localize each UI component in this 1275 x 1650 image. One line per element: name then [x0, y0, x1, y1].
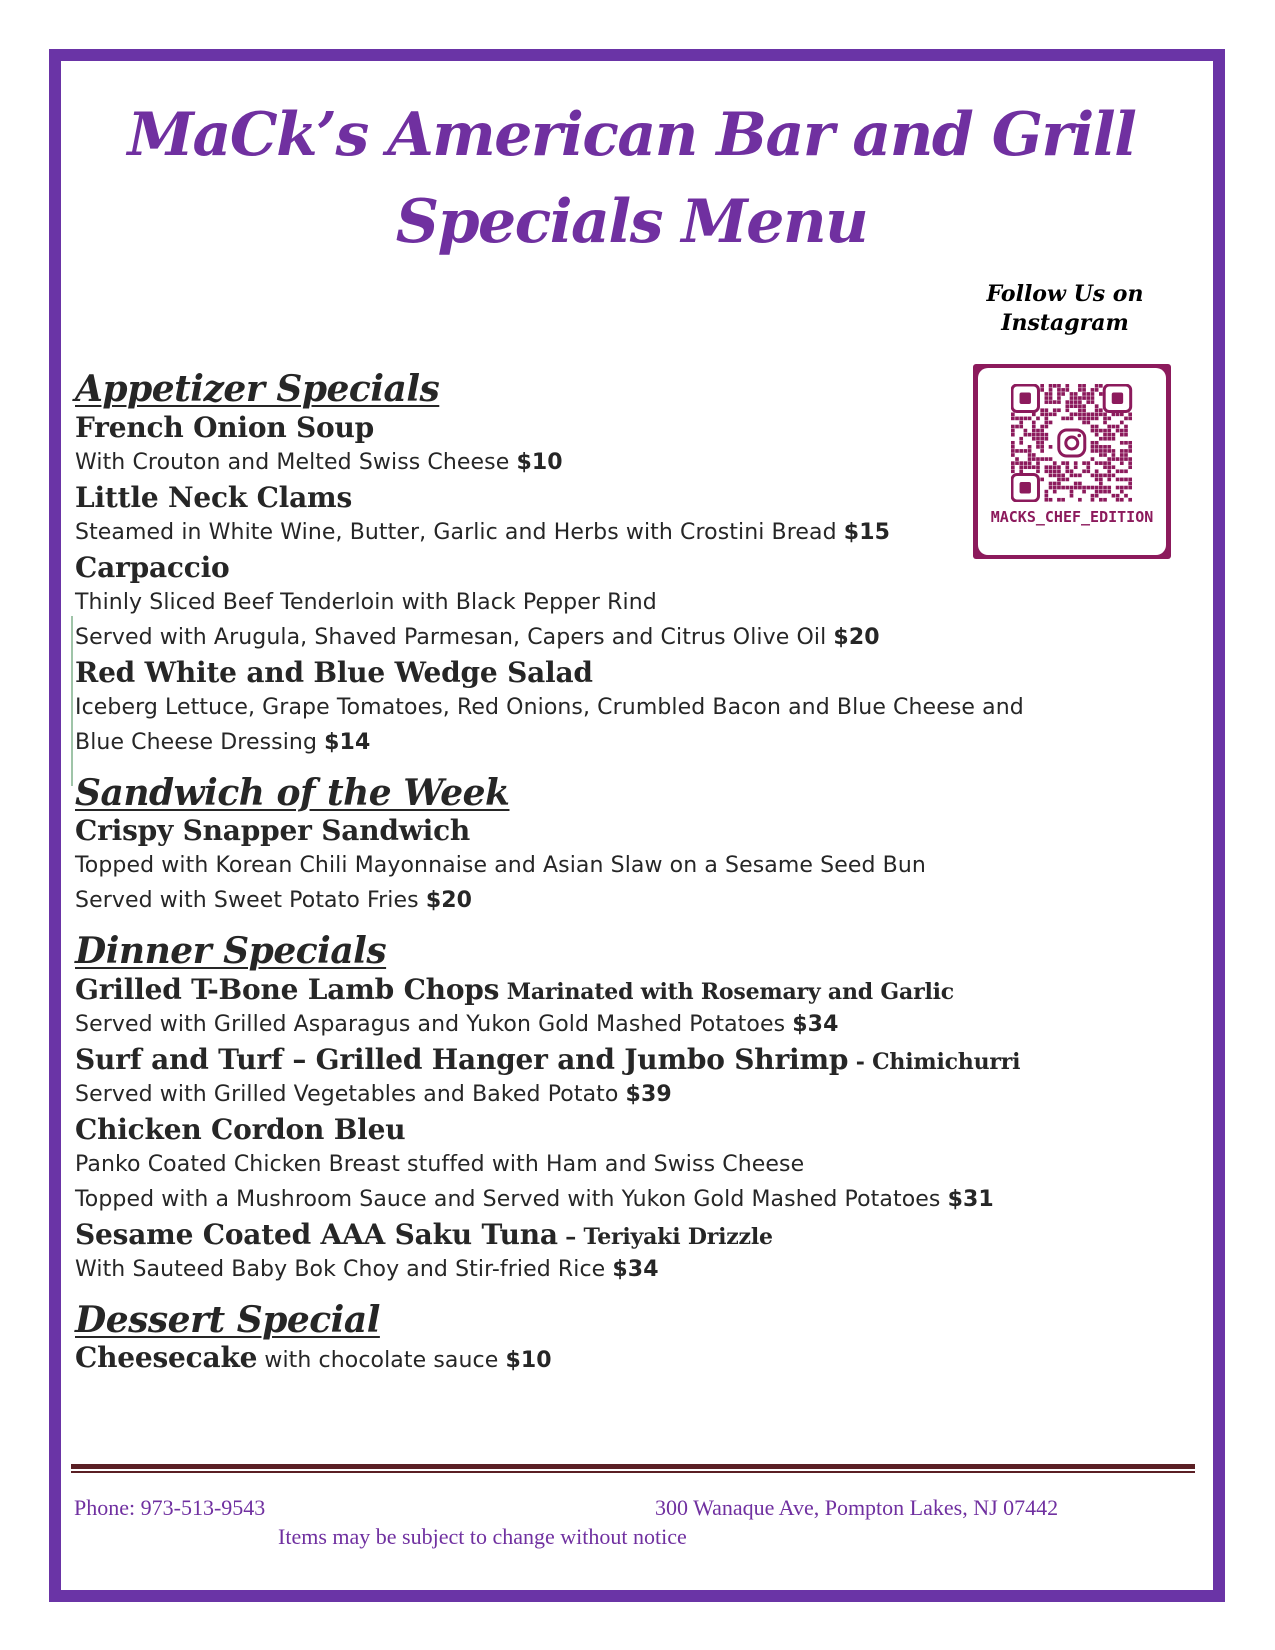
- item-price: $20: [833, 624, 880, 650]
- restaurant-title: MaCk’s American Bar and Grill: [127, 100, 1136, 170]
- item-description: Blue Cheese Dressing $14: [75, 729, 371, 755]
- sandwich-section: [75, 771, 1185, 919]
- item-sauce: Marinated with Rosemary and Garlic: [499, 978, 954, 1005]
- menu-item: [75, 1112, 1185, 1217]
- item-price: $31: [947, 1186, 994, 1212]
- follow-line-2: Instagram: [1001, 310, 1129, 336]
- item-price: $34: [612, 1256, 659, 1282]
- item-price: $10: [505, 1348, 552, 1374]
- item-description: Topped with Korean Chili Mayonnaise and Asian Slaw on a Sesame Seed Bun: [75, 853, 926, 879]
- item-name: Grilled T-Bone Lamb Chops Marinated with Rosemary and Garlic: [75, 972, 954, 1006]
- menu-item: [75, 813, 1185, 918]
- instagram-follow-text: [970, 280, 1160, 338]
- menu-item: [75, 972, 1185, 1042]
- address: 300 Wanaque Ave, Pompton Lakes, NJ 07442: [655, 1495, 1059, 1520]
- follow-line-1: Follow Us on: [986, 281, 1144, 307]
- section-heading: Appetizer Specials: [75, 368, 440, 410]
- phone-number[interactable]: Phone: 973-513-9543: [74, 1495, 266, 1520]
- margin-rule: [71, 616, 73, 786]
- menu-item: [75, 1217, 1185, 1287]
- item-description: Steamed in White Wine, Butter, Garlic and Herbs with Crostini Bread $15: [75, 519, 891, 545]
- item-name: Red White and Blue Wedge Salad: [75, 655, 593, 689]
- item-description: Served with Grilled Asparagus and Yukon Gold Mashed Potatoes $34: [75, 1011, 839, 1037]
- menu-content: [75, 368, 1185, 1386]
- item-price: $14: [324, 729, 371, 755]
- section-heading: Dinner Specials: [75, 930, 387, 973]
- footer-divider-thin: [71, 1471, 1195, 1473]
- item-name: Little Neck Clams: [75, 480, 353, 514]
- footer-divider: [71, 1464, 1195, 1469]
- item-name: Cheesecake: [75, 1341, 258, 1375]
- item-name: Carpaccio: [75, 550, 230, 584]
- item-description: Served with Grilled Vegetables and Baked Potato $39: [75, 1081, 672, 1107]
- item-description: Served with Sweet Potato Fries $20: [75, 888, 473, 914]
- item-name: Surf and Turf – Grilled Hanger and Jumbo Shrimp - Chimichurri: [75, 1042, 1021, 1076]
- item-name: Chicken Cordon Bleu: [75, 1112, 406, 1146]
- item-description: with chocolate sauce: [257, 1348, 506, 1374]
- item-description: Served with Arugula, Shaved Parmesan, Capers and Citrus Olive Oil $20: [75, 624, 880, 650]
- item-price: $15: [843, 519, 891, 545]
- menu-item: [75, 655, 1185, 760]
- item-description: Topped with a Mushroom Sauce and Served with Yukon Gold Mashed Potatoes $31: [75, 1186, 994, 1212]
- item-name: Crispy Snapper Sandwich: [75, 814, 471, 848]
- item-price: $10: [516, 449, 563, 475]
- qr-handle-label: MACKS_CHEF_EDITION: [990, 508, 1154, 526]
- dinner-section: [75, 932, 1185, 1287]
- dessert-section: [75, 1298, 1185, 1379]
- menu-item: [75, 1042, 1185, 1112]
- item-sauce: – Teriyaki Drizzle: [557, 1223, 773, 1250]
- item-description: With Crouton and Melted Swiss Cheese $10: [75, 449, 563, 475]
- appetizer-section: [75, 370, 1185, 760]
- change-notice: Items may be subject to change without notice: [278, 1524, 687, 1549]
- section-heading: Dessert Special: [75, 1298, 380, 1341]
- section-heading: Sandwich of the Week: [75, 771, 510, 814]
- item-price: $20: [425, 888, 473, 914]
- item-description: Iceberg Lettuce, Grape Tomatoes, Red Onions, Crumbled Bacon and Blue Cheese and: [75, 694, 1024, 720]
- menu-item: [75, 550, 1185, 655]
- item-price: $39: [625, 1081, 672, 1107]
- menu-subtitle: Specials Menu: [395, 187, 868, 257]
- item-name: Sesame Coated AAA Saku Tuna – Teriyaki Drizzle: [75, 1217, 773, 1251]
- menu-item: [75, 1340, 1185, 1378]
- item-description: With Sauteed Baby Bok Choy and Stir-fried Rice $34: [75, 1256, 659, 1282]
- item-description: Thinly Sliced Beef Tenderloin with Black Pepper Rind: [75, 589, 657, 615]
- item-description: Panko Coated Chicken Breast stuffed with Ham and Swiss Cheese: [75, 1151, 805, 1177]
- menu-item: [75, 480, 1185, 550]
- menu-item: [75, 410, 1185, 480]
- item-price: $34: [792, 1011, 839, 1037]
- item-sauce: - Chimichurri: [848, 1048, 1021, 1075]
- item-name: French Onion Soup: [75, 410, 375, 444]
